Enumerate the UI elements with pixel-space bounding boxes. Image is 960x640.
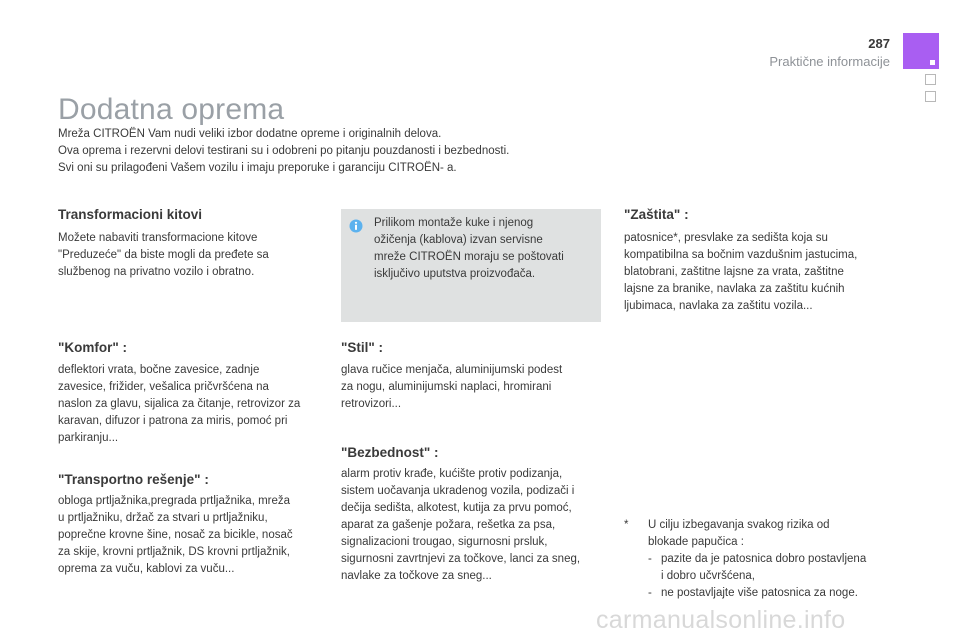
text-line: karavan, difuzor i patrona za miris, pomoć pri: [58, 415, 288, 427]
text-line: zavesice, frižider, vešalica pričvršćena na: [58, 381, 269, 393]
bullet-dash: -: [648, 587, 652, 599]
heading-komfor: "Komfor" :: [58, 340, 128, 355]
footnote-bullet-text: pazite da je patosnica dobro postavljena: [661, 553, 867, 565]
text-line: službenog na privatno vozilo i obratno.: [58, 266, 255, 278]
text-line: patosnice*, presvlake za sedišta koja su: [624, 232, 828, 244]
heading-transformacioni: Transformacioni kitovi: [58, 207, 203, 222]
bullet-dash: -: [648, 553, 652, 565]
note-line: Prilikom montaže kuke i njenog: [374, 217, 534, 229]
text-line: deflektori vrata, bočne zavesice, zadnje: [58, 364, 260, 376]
text-line: sistem uočavanja ukradenog vozila, podizači i: [341, 485, 575, 497]
watermark: carmanualsonline.info: [596, 606, 846, 634]
text-line: glava ručice menjača, aluminijumski podest: [341, 364, 563, 376]
text-line: sigurnosni zavrtnjevi za točkove, lanci za sneg,: [341, 553, 581, 565]
text-komfor: [58, 362, 300, 447]
text-line: obloga prtljažnika,pregrada prtljažnika, mreža: [58, 495, 291, 507]
text-line: za nogu, aluminijumski naplaci, hromirani: [341, 381, 552, 393]
heading-transport: "Transportno rešenje" :: [58, 472, 209, 487]
intro-line: Ova oprema i rezervni delovi testirani su i odobreni po pitanju pouzdanosti i bezbednosti.: [58, 145, 510, 157]
text-line: Možete nabaviti transformacione kitove: [58, 232, 258, 244]
text-line: navlake za točkove za sneg...: [341, 570, 492, 582]
intro-line: Svi oni su prilagođeni Vašem vozilu i imaju preporuke i garanciju CITROËN- a.: [58, 162, 457, 174]
text-line: dečija sedišta, alkotest, kutija za prvu pomoć,: [341, 502, 572, 514]
text-stil: [341, 362, 562, 413]
text-line: poprečne krovne šine, nosač za bicikle, nosač: [58, 529, 293, 541]
text-line: za skije, krovni prtljažnik, DS krovni prtljažnik,: [58, 546, 290, 558]
text-line: blatobrani, zaštitne lajsne za vrata, zaštitne: [624, 266, 844, 278]
text-line: lajsne za branike, navlaka za zaštitu kućnih: [624, 283, 845, 295]
info-icon: [349, 219, 363, 233]
note-line: isključivo uputstva proizvođača.: [374, 268, 536, 280]
intro-text: [58, 126, 618, 177]
text-line: parkiranju...: [58, 432, 119, 444]
intro-line: Mreža CITROËN Vam nudi veliki izbor dodatne opreme i originalnih delova.: [58, 128, 442, 140]
tab-marker-icon: [930, 60, 935, 65]
chapter-tab[interactable]: [925, 91, 936, 102]
info-note-text: [374, 215, 564, 283]
note-line: mreže CITROËN moraju se poštovati: [374, 251, 564, 263]
text-transformacioni: [58, 230, 269, 281]
chapter-tab-active[interactable]: [903, 33, 939, 69]
text-line: ljubimaca, navlaka za zaštitu vozila...: [624, 300, 813, 312]
section-label: Praktične informacije: [769, 54, 890, 69]
heading-zastita: "Zaštita" :: [624, 207, 689, 222]
note-line: ožičenja (kablova) izvan servisne: [374, 234, 543, 246]
footnote-marker: *: [624, 519, 629, 531]
text-line: "Preduzeće" da biste mogli da pređete sa: [58, 249, 269, 261]
text-line: aparat za gašenje požara, rešetka za psa,: [341, 519, 556, 531]
text-line: signalizacioni trougao, sigurnosni prsluk,: [341, 536, 548, 548]
chapter-tab[interactable]: [925, 74, 936, 85]
text-line: kompatibilna sa bočnim vazdušnim jastucima,: [624, 249, 858, 261]
heading-stil: "Stil" :: [341, 340, 384, 355]
text-transport: [58, 493, 293, 578]
page-title: Dodatna oprema: [58, 93, 285, 126]
footnote-bullet-text: i dobro učvršćena,: [661, 570, 755, 582]
footnote-bullet-text: ne postavljajte više patosnica za noge.: [661, 587, 858, 599]
text-line: retrovizori...: [341, 398, 402, 410]
page-number: 287: [868, 36, 890, 51]
heading-bezbednost: "Bezbednost" :: [341, 445, 439, 460]
text-line: alarm protiv krađe, kućište protiv podizanja,: [341, 468, 563, 480]
info-note-box: [341, 209, 601, 322]
text-bezbednost: [341, 466, 580, 585]
text-line: oprema za vuču, kablovi za vuču...: [58, 563, 235, 575]
footnote-text: blokade papučica :: [648, 536, 744, 548]
text-line: naslon za glavu, sijalica za čitanje, retrovizor za: [58, 398, 301, 410]
text-zastita: [624, 230, 857, 315]
text-line: u prtljažniku, držač za stvari u prtljažniku,: [58, 512, 268, 524]
footnote-text: U cilju izbegavanja svakog rizika od: [648, 519, 830, 531]
